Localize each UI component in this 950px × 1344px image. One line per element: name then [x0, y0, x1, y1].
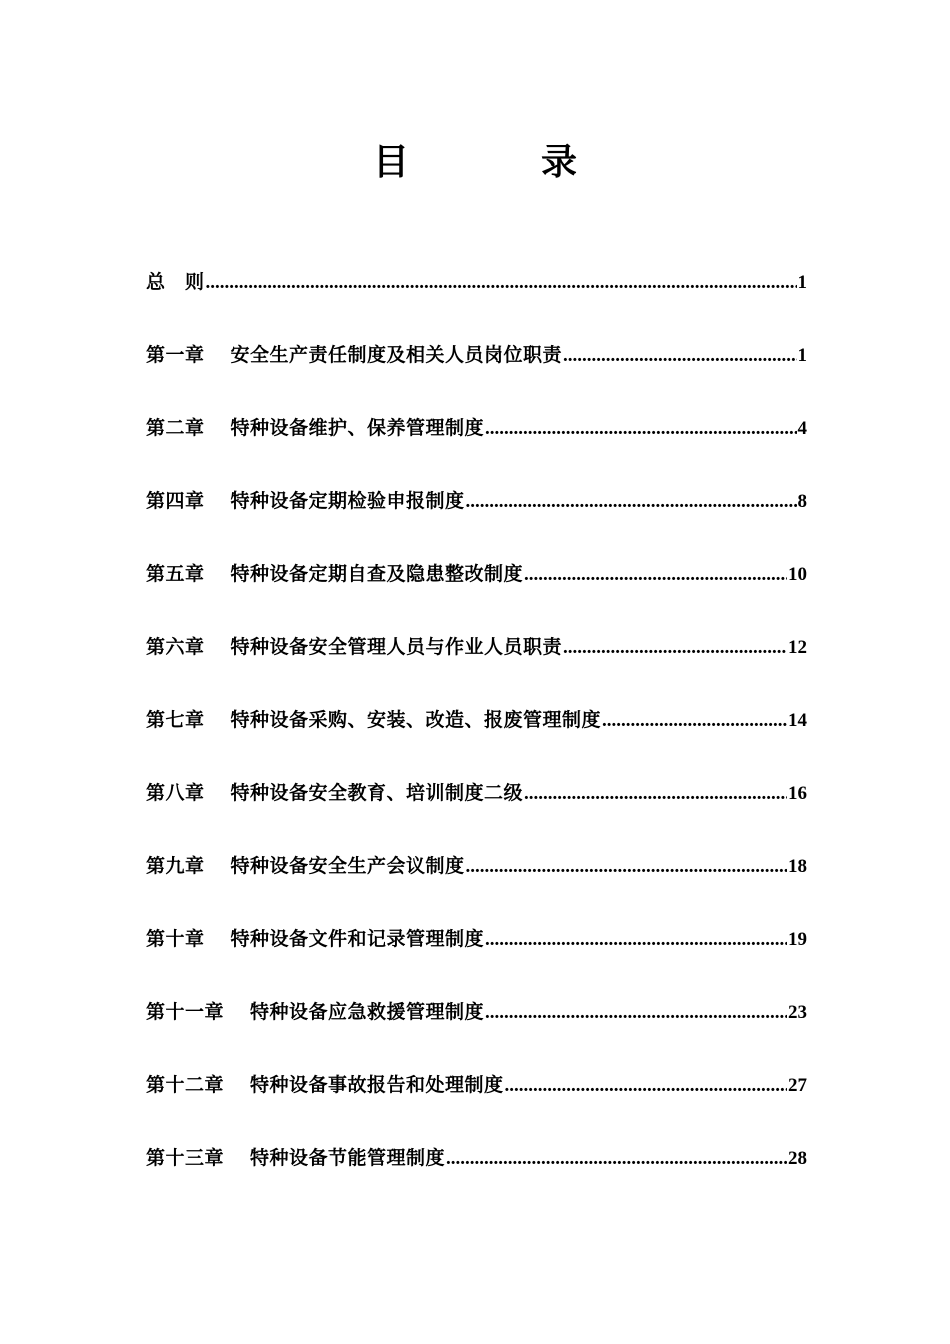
toc-entry-title: 特种设备安全管理人员与作业人员职责: [230, 636, 563, 658]
toc-entry-title: 特种设备安全生产会议制度: [230, 855, 465, 877]
toc-page-number: 1: [797, 272, 807, 293]
toc-entry-chapter-6[interactable]: [146, 627, 807, 700]
toc-entry-text: [146, 919, 484, 959]
dot-leader: [563, 336, 796, 376]
toc-entry-text: [146, 408, 484, 448]
toc-entry-text: [146, 262, 205, 302]
toc-chapter-label: 第八章: [146, 782, 205, 804]
toc-entry-text: [146, 700, 601, 740]
toc-entry-text: [146, 335, 562, 375]
toc-entry-title: 特种设备安全教育、培训制度二级: [230, 782, 524, 804]
toc-chapter-label: 第四章: [146, 490, 205, 512]
toc-entry-text: [146, 1065, 504, 1105]
toc-entry-chapter-2[interactable]: [146, 408, 807, 481]
dot-leader: [485, 920, 787, 960]
toc-entry-chapter-10[interactable]: [146, 919, 807, 992]
toc-page-number: 23: [788, 1002, 807, 1023]
dot-leader: [602, 701, 787, 741]
toc-chapter-label: 总 则: [146, 271, 205, 293]
toc-entry-title: 安全生产责任制度及相关人员岗位职责: [230, 344, 563, 366]
dot-leader: [524, 555, 787, 595]
dot-leader: [446, 1139, 787, 1179]
toc-entry-title: 特种设备应急救援管理制度: [250, 1001, 485, 1023]
toc-page-number: 28: [788, 1148, 807, 1169]
toc-page-number: 14: [788, 710, 807, 731]
toc-chapter-label: 第十二章: [146, 1074, 225, 1096]
toc-chapter-label: 第二章: [146, 417, 205, 439]
dot-leader: [524, 774, 787, 814]
toc-entry-chapter-1[interactable]: [146, 335, 807, 408]
toc-chapter-label: 第一章: [146, 344, 205, 366]
toc-entry-chapter-7[interactable]: [146, 700, 807, 773]
toc-entry-text: [146, 481, 465, 521]
toc-entry-text: [146, 846, 465, 886]
toc-page-number: 8: [797, 491, 807, 512]
toc-entry-text: [146, 627, 562, 667]
toc-chapter-label: 第九章: [146, 855, 205, 877]
toc-page-number: 1: [797, 345, 807, 366]
page-title: 目 录: [372, 141, 625, 183]
dot-leader: [485, 993, 787, 1033]
toc-chapter-label: 第七章: [146, 709, 205, 731]
toc-page-number: 10: [788, 564, 807, 585]
toc-entry-title: 特种设备定期自查及隐患整改制度: [230, 563, 524, 585]
toc-entry-chapter-4[interactable]: [146, 481, 807, 554]
toc-entry-chapter-11[interactable]: [146, 992, 807, 1065]
toc-entry-text: [146, 554, 523, 594]
toc-entry-chapter-13[interactable]: [146, 1138, 807, 1211]
dot-leader: [466, 482, 797, 522]
dot-leader: [505, 1066, 787, 1106]
toc-entry-chapter-9[interactable]: [146, 846, 807, 919]
toc-chapter-label: 第六章: [146, 636, 205, 658]
toc-entry-text: [146, 1138, 445, 1178]
dot-leader: [563, 628, 787, 668]
toc-entry-chapter-12[interactable]: [146, 1065, 807, 1138]
toc-page-number: 19: [788, 929, 807, 950]
toc-entry-text: [146, 992, 484, 1032]
toc-page-number: 4: [797, 418, 807, 439]
toc-chapter-label: 第十章: [146, 928, 205, 950]
toc-entry-title: 特种设备维护、保养管理制度: [230, 417, 485, 439]
toc-chapter-label: 第五章: [146, 563, 205, 585]
toc-entry-chapter-8[interactable]: [146, 773, 807, 846]
toc-chapter-label: 第十三章: [146, 1147, 225, 1169]
toc-page-number: 27: [788, 1075, 807, 1096]
dot-leader: [485, 409, 796, 449]
dot-leader: [466, 847, 787, 887]
toc-page-number: 12: [788, 637, 807, 658]
toc-entry-title: 特种设备事故报告和处理制度: [250, 1074, 504, 1096]
dot-leader: [206, 263, 797, 303]
toc-page-number: 16: [788, 783, 807, 804]
toc-entry-chapter-5[interactable]: [146, 554, 807, 627]
toc-entry-general[interactable]: [146, 262, 807, 335]
table-of-contents: [146, 262, 807, 1211]
toc-entry-text: [146, 773, 523, 813]
toc-entry-title: 特种设备节能管理制度: [250, 1147, 446, 1169]
toc-page-number: 18: [788, 856, 807, 877]
toc-entry-title: 特种设备采购、安装、改造、报废管理制度: [230, 709, 602, 731]
toc-entry-title: 特种设备文件和记录管理制度: [230, 928, 485, 950]
toc-entry-title: 特种设备定期检验申报制度: [230, 490, 465, 512]
toc-chapter-label: 第十一章: [146, 1001, 225, 1023]
